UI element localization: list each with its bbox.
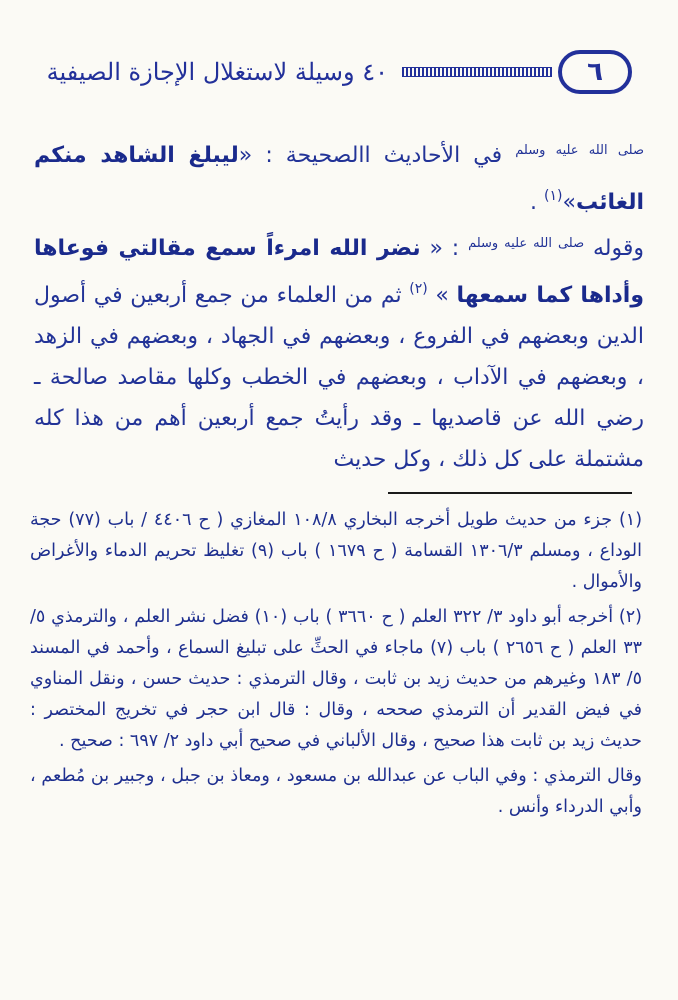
main-text bbox=[34, 130, 644, 480]
text-run: في الأحاديث االصحيحة : « bbox=[238, 143, 503, 168]
text-run: وقوله bbox=[584, 236, 645, 261]
page-header bbox=[36, 42, 632, 102]
text-run: : « bbox=[420, 236, 469, 261]
salutation-glyph: صلى الله عليه وسلم bbox=[468, 236, 585, 251]
footnotes bbox=[30, 505, 642, 827]
footnote-ref: (٢) bbox=[409, 281, 428, 297]
page-number: ٦ bbox=[558, 50, 632, 94]
salutation-glyph: صلى الله عليه وسلم bbox=[515, 143, 645, 158]
footnote: وقال الترمذي : وفي الباب عن عبدالله بن مسعود ، ومعاذ بن جبل ، وجبير بن مُطعم ، وأبي الدرداء وأنس . bbox=[30, 766, 642, 817]
running-title: ٤٠ وسيلة لاستغلال الإجازة الصيفية bbox=[46, 58, 388, 86]
footnote-ref: (١) bbox=[544, 188, 563, 204]
footnote: (١) جزء من حديث طويل أخرجه البخاري ١٠٨/٨ المغازي ( ح ٤٤٠٦ / باب (٧٧) حجة الوداع ، ومسلم ١٣٠٦/٣ القسامة ( ح ١٦٧٩ ) باب (٩) تغليظ تحريم الدماء والأغراض والأموال . bbox=[30, 510, 643, 592]
hadith-quote: ليبلغ الشاهد منكم الغائب bbox=[34, 143, 644, 215]
footnote-separator bbox=[388, 492, 632, 494]
text-run: ثم من العلماء من جمع أربعين في أصول الدين وبعضهم في الفروع ، وبعضهم في الجهاد ، وبعضهم في الزهد ، وبعضهم في الآداب ، وبعضهم في الخطب وكلها مقاصد صالحة ـ رضي الله عن قاصديها ـ وقد رأيتُ جمع أربعين أهم من هذا كله مشتملة على كل ذلك ، وكل حديث bbox=[34, 283, 644, 472]
body-paragraph bbox=[34, 223, 644, 480]
text-run: » bbox=[427, 283, 457, 308]
text-run: . bbox=[530, 190, 545, 215]
hadith-quote: نضر الله امرءاً سمع مقالتي فوعاها وأداها كما سمعها bbox=[34, 236, 644, 308]
header-ornament-rule bbox=[402, 67, 552, 77]
text-run: » bbox=[562, 190, 576, 215]
footnote: (٢) أخرجه أبو داود ٣/ ٣٢٢ العلم ( ح ٣٦٦٠ ) باب (١٠) فضل نشر العلم ، والترمذي ٥/ ٣٣ العلم ( ح ٢٦٥٦ ) باب (٧) ماجاء في الحثِّ على تبليغ السماع ، وأحمد في المسند ٥/ ١٨٣ وغيرهم من حديث زيد بن ثابت ، وقال الترمذي : حديث حسن ، ونقل المناوي في فيض القدير أن الترمذي صححه ، وقال : قال ابن حجر في تخريج المختصر : حديث زيد بن ثابت هذا صحيح ، وقال الألباني في صحيح أبي داود ٢/ ٦٩٧ : صحيح . bbox=[30, 607, 642, 751]
body-paragraph bbox=[34, 130, 644, 223]
